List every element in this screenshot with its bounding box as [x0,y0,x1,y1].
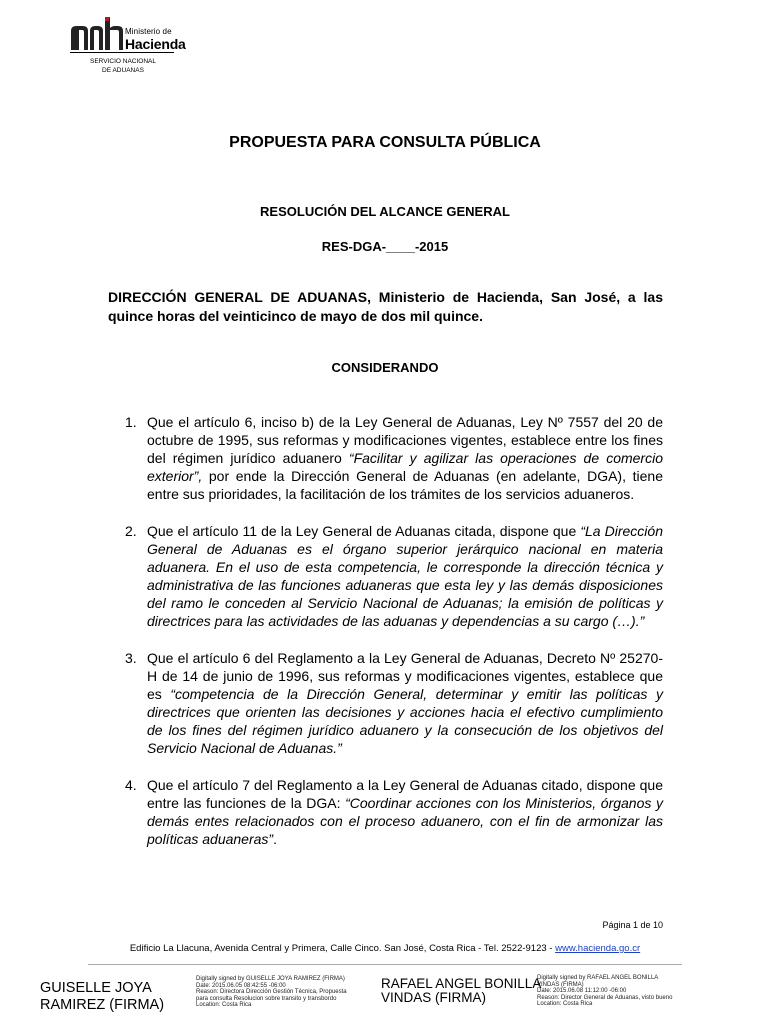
signature-name-line2: RAMIREZ (FIRMA) [40,997,165,1013]
signature-detail-line: Date: 2015.06.05 08:42:55 -06:00 [196,982,286,989]
signature-detail-line: Date: 2015.06.08 11:12:00 -06:00 [537,988,627,995]
item-text: Que el artículo 7 del Reglamento a la Ley General de Aduanas citado, dispone que entre las funciones de la DGA: [147,777,663,811]
logo-divider [70,52,174,53]
signature-name-line2: VINDAS (FIRMA) [381,990,487,1005]
considerando-list [108,413,663,867]
signature-name-2 [381,977,541,1005]
signature-detail-line: Digitally signed by GUISELLE JOYA RAMIREZ (FIRMA) [196,976,345,982]
ministerio-hacienda-logo [70,17,186,87]
document-title: PROPUESTA PARA CONSULTA PÚBLICA [229,134,541,151]
footer-address-text: Edificio La Llacuna, Avenida Central y Primera, Calle Cinco. San José, Costa Rica - Tel. 2522-9123 - [129,943,556,954]
signature-detail-line: Location: Costa Rica [537,1001,593,1008]
signature-details-2 [537,975,712,1008]
logo-ministerio-text: Ministerio de [125,27,172,36]
signature-detail-line: VINDAS (FIRMA) [537,981,584,988]
item-text: Que el artículo 11 de la Ley General de Aduanas citada, dispone que [147,523,581,539]
item-quote: “competencia de la Dirección General, determinar y emitir las políticas y directrices que orienten las decisiones y acciones hacia el efectivo cumplimiento de los fines del régimen jurídico aduanero y la consecución de los objetivos del Servicio Nacional de Aduanas.” [147,686,663,756]
signature-details-1 [196,976,371,1009]
considerando-heading: CONSIDERANDO [331,360,439,375]
item-text: Que el artículo 6, inciso b) de la Ley General de Aduanas, Ley Nº 7557 del 20 de octubre de 1995, sus reformas y modificaciones vigentes, establece entre los fines del régimen jurídico aduanero [147,414,663,466]
item-quote: “Facilitar y agilizar las operaciones de comercio exterior”, [147,450,663,484]
item-number: 1. [125,414,137,430]
signature-name-1 [40,980,164,1014]
item-text: Que el artículo 6 del Reglamento a la Ley General de Aduanas, Decreto Nº 25270-H de 14 de junio de 1996, sus reformas y modificaciones vigentes, establece que es [147,650,663,702]
page-number: Página 1 de 10 [602,920,663,930]
document-subtitle: RESOLUCIÓN DEL ALCANCE GENERAL [260,204,510,219]
item-quote: “Coordinar acciones con los Ministerios, órganos y demás entes relacionados con el proceso aduanero, con el fin de armonizar las políticas aduaneras” [147,795,663,847]
signature-detail-line: para consulta Resolucion sobre transito y transbordo [196,995,337,1002]
signature-detail-line: Reason: Director General de Aduanas, visto bueno [537,994,673,1001]
signature-name-line1: RAFAEL ANGEL BONILLA [381,976,542,991]
signature-detail-line: Digitally signed by RAFAEL ANGEL BONILLA [537,975,659,981]
signature-detail-line: Location: Costa Rica [196,1002,252,1009]
signature-detail-line: Reason: Directora Dirección Gestión Técnica, Propuesta [196,989,347,996]
signature-name-line1: GUISELLE JOYA [40,980,152,996]
footer-divider [88,964,682,965]
considerando-item-2 [108,522,663,630]
logo-servicio-line1: SERVICIO NACIONAL [90,58,156,65]
item-text-end: por ende la Dirección General de Aduanas (en adelante, DGA), tiene entre sus prioridades, la facilitación de los trámites de los servicios aduaneros. [147,468,663,502]
considerando-item-1 [108,413,663,503]
item-text-end: . [273,831,277,847]
logo-servicio-line2: DE ADUANAS [102,67,144,74]
item-number: 4. [125,777,137,793]
resolution-number: RES-DGA-____-2015 [321,239,449,254]
item-number: 2. [125,523,137,539]
considerando-item-4 [108,776,663,848]
website-link[interactable]: www.hacienda.go.cr [555,943,641,954]
mh-logo-mark [70,17,126,51]
footer-address [0,943,770,954]
intro-paragraph: DIRECCIÓN GENERAL DE ADUANAS, Ministerio de Hacienda, San José, a las quince horas del veinticinco de mayo de dos mil quince. [108,289,663,324]
item-quote: “La Dirección General de Aduanas es el órgano superior jerárquico nacional en materia aduanera. En el uso de esta competencia, le corresponde la dirección técnica y administrativa de las funciones aduaneras que esta ley y las demás disposiciones del ramo le conceden al Servicio Nacional de Aduanas; la emisión de políticas y directrices para las actividades de las aduanas y dependencias a su cargo (…).” [147,523,663,629]
logo-hacienda-text: Hacienda [125,36,186,52]
considerando-item-3 [108,649,663,757]
item-number: 3. [125,650,137,666]
